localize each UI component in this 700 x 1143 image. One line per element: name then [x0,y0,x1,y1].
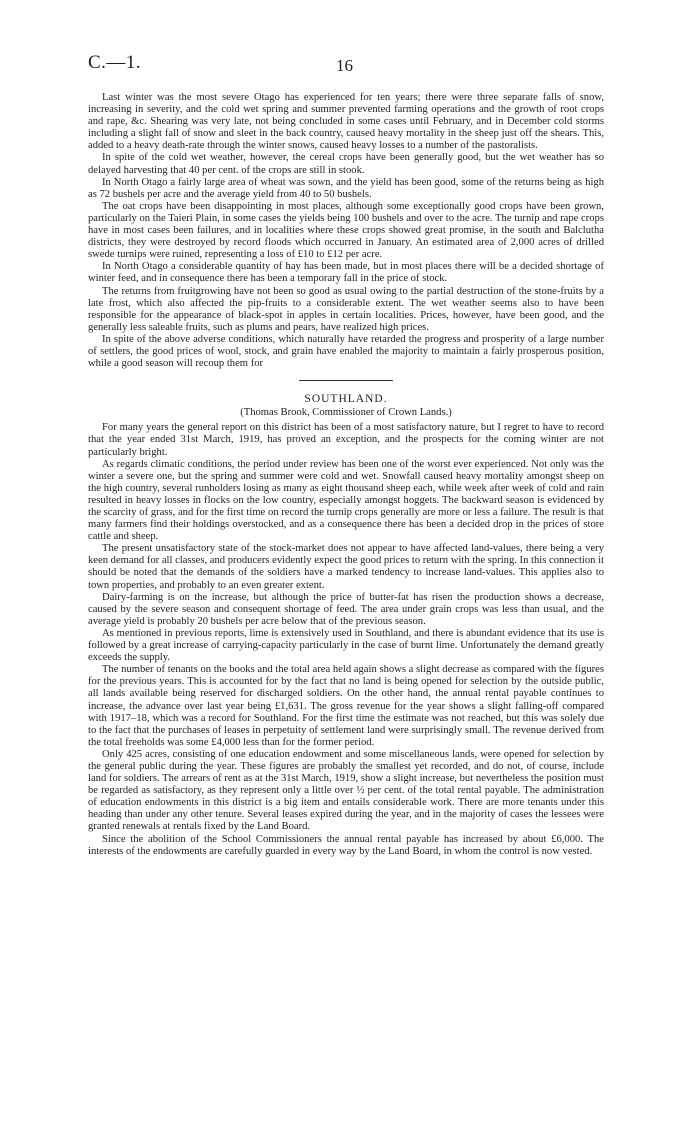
southland-paragraph-2: As regards climatic conditions, the period under review has been one of the worst ever experienced. Not only was the winter a severe one, but the spring and summer were cold and wet. Snowfall caused heavy mortality amongst sheep on the high country, several runholders losing as many as eight thousand sheep each, while week after week of cold and rain resulted in heavy losses in flocks on the low country, especially amongst hoggets. The backward season is evidenced by the scarcity of grass, and for the first time on record the turnip crops generally are more or less a failure. The result is that many farmers find their holdings overstocked, and as a consequence there has been a decided drop in the prices of store cattle and sheep. [88,458,604,543]
southland-paragraph-6: The number of tenants on the books and the total area held again shows a slight decrease as compared with the figures for the previous years. This is accounted for by the fact that no land is being opened for selection by the outside public, all lands available being reserved for discharged soldiers. On the other hand, the annual rental payable continues to increase, the advance over last year being £1,631. The gross revenue for the year shows a slight falling-off compared with 1917–18, which was a record for Southland. For the first time the estimate was not reached, but this was solely due to the fact that the purchases of leases in perpetuity of settlement land were surprisingly small. The revenue derived from the total freeholds was some £4,000 less than for the former period. [88,664,604,748]
text-column [88,92,604,858]
paper-reference: C.—1. [88,52,142,73]
page-number: 16 [336,56,353,75]
otago-paragraph-1: Last winter was the most severe Otago has experienced for ten years; there were three separate falls of snow, increasing in severity, and the cold wet spring and summer prevented farming operations and the growth of root crops and rape, &c. Shearing was very late, not being concluded in some cases until February, and in December cold storms including a slight fall of snow and sleet in the back country, caused heavy mortality in the sheep just off the shears. This, added to a heavy death-rate through the winter snows, caused heavy losses to a number of the pastoralists. [88,92,604,152]
southland-paragraph-5: As mentioned in previous reports, lime is extensively used in Southland, and there is abundant evidence that its use is followed by a great increase of carrying-capacity particularly in the case of burnt lime. Unfortunately the demand greatly exceeds the supply. [88,627,604,664]
southland-paragraph-3: The present unsatisfactory state of the stock-market does not appear to have affected land-values, there being a very keen demand for all classes, and producers evidently expect the good prices to return with the spring. In this connection it should be noted that the demands of the soldiers have a marked tendency to increase land-values. This applies also to town properties, and probably to an even greater extent. [88,543,605,591]
southland-paragraph-4: Dairy-farming is on the increase, but although the price of butter-fat has risen the production shows a decrease, caused by the severe season and consequent shortage of feed. The area under grain crops was less than usual, and the average yield is probably 20 bushels per acre below that of the previous season. [88,591,604,627]
otago-paragraph-6: The returns from fruitgrowing have not been so good as usual owing to the partial destruction of the stone-fruits by a late frost, which also affected the pip-fruits to a considerable extent. The wet weather seems also to have been responsible for the appearance of black-spot in apples in certain localities. Prices, however, have been good, and the generally less saleable fruits, such as plums and pears, have realized high prices. [88,285,604,333]
otago-paragraph-7: In spite of the above adverse conditions, which naturally have retarded the progress and prosperity of a large number of settlers, the good prices of wool, stock, and grain have enabled the majority to maintain a fairly prosperous position, while a good season will recoup them for [88,333,604,370]
southland-paragraph-1: For many years the general report on this district has been of a most satisfactory nature, but I regret to have to record that the year ended 31st March, 1919, has proved an exception, and the prospects for the coming winter are not particularly bright. [88,422,604,458]
southland-paragraph-8: Since the abolition of the School Commissioners the annual rental payable has increased by about £6,000. The interests of the endowments are carefully guarded in every way by the Land Board, in whom the control is now vested. [88,833,604,857]
otago-paragraph-3: In North Otago a fairly large area of wheat was sown, and the yield has been good, some of the returns being as high as 72 bushels per acre and the average yield from 40 to 50 bushels. [88,176,604,200]
section-heading-southland: SOUTHLAND. [304,393,388,406]
commissioner-byline: (Thomas Brook, Commissioner of Crown Lands.) [240,407,452,419]
otago-paragraph-5: In North Otago a considerable quantity of hay has been made, but in most places there will be a decided shortage of winter feed, and in consequence there has been a temporary fall in the price of stock. [88,261,604,285]
southland-paragraph-7: Only 425 acres, consisting of one education endowment and some miscellaneous lands, were opened for selection by the general public during the year. These figures are probably the smallest yet recorded, and do not, of course, include land for soldiers. The arrears of rent as at the 31st March, 1919, show a slight increase, but nevertheless the position must be regarded as satisfactory, as they represent only a little over ½ per cent. of the total rental payable. The administration of education endowments in this district is a big item and entails considerable work. There are more tenants under this heading than under any other tenure. Several leases expired during the year, and in the majority of cases the lessees were granted renewals at rentals fixed by the Land Board. [88,748,604,833]
otago-paragraph-2: In spite of the cold wet weather, however, the cereal crops have been generally good, but the wet weather has so delayed harvesting that 40 per cent. of the crops are still in stook. [88,152,604,176]
section-divider [299,380,393,381]
otago-paragraph-4: The oat crops have been disappointing in most places, although some exceptionally good crops have been grown, particularly on the Taieri Plain, in some cases the yields being 100 bushels and over to the acre. The turnip and rape crops have in most cases been failures, and in localities where these crops showed great promise, in the south and Balclutha districts, they were destroyed by record floods which occurred in January. An estimated area of 2,000 acres of drilled swede turnips were ruined, representing a loss of £10 to £12 per acre. [88,200,604,261]
